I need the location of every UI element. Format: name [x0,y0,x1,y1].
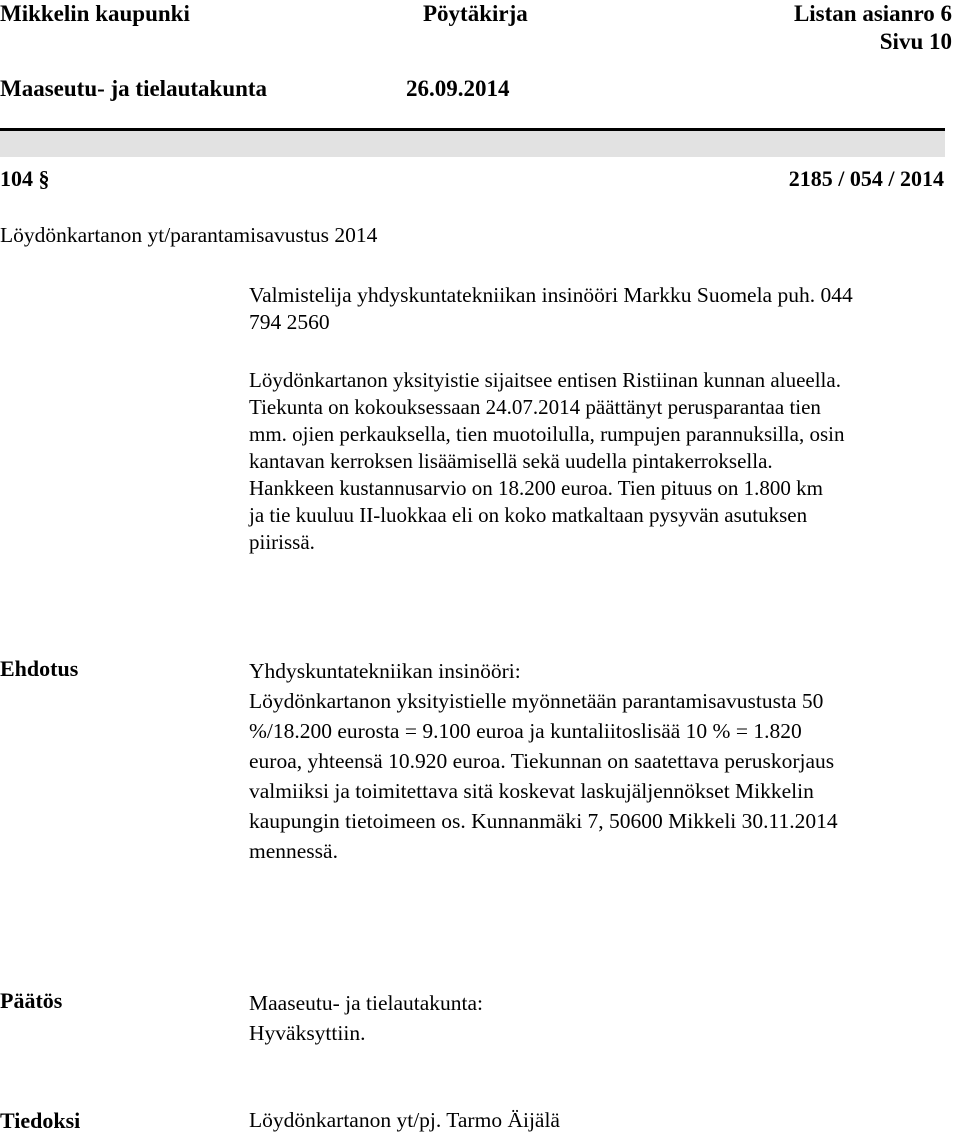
proposal-line: valmiiksi ja toimitettava sitä koskevat laskujäljennökset Mikkelin [249,779,814,803]
document-type: Pöytäkirja [423,1,528,26]
record-id: 2185 / 054 / 2014 [788,166,944,191]
proposal-line: Löydönkartanon yksityistielle myönnetään parantamisavustusta 50 [249,689,824,713]
notices-line: Löydönkartanon yt/pj. Tarmo Äijälä [249,1108,560,1132]
header-shade-band [0,131,945,157]
board-name: Maaseutu- ja tielautakunta [0,76,268,101]
preparer-line: Valmistelija yhdyskuntatekniikan insinööri Markku Suomela puh. 044 [249,283,853,307]
proposal-line: kaupungin tietoimeen os. Kunnanmäki 7, 50600 Mikkeli 30.11.2014 [249,809,838,833]
page-number-label: Sivu 10 [879,29,952,54]
item-number-label: Listan asianro 6 [793,1,952,26]
proposal-label: Ehdotus [0,656,79,681]
proposal-line: euroa, yhteensä 10.920 euroa. Tiekunnan on saatettava peruskorjaus [249,749,835,773]
preparer-block [249,282,853,336]
notices-label: Tiedoksi [0,1108,81,1133]
proposal-block [249,656,838,866]
meeting-date: 26.09.2014 [406,76,510,101]
item-title: Löydönkartanon yt/parantamisavustus 2014 [0,223,378,247]
decision-line: Maaseutu- ja tielautakunta: [249,991,484,1015]
proposal-line: Yhdyskuntatekniikan insinööri: [249,659,521,683]
proposal-line: mennessä. [249,839,338,863]
org-name: Mikkelin kaupunki [0,1,190,26]
description-line: piirissä. [249,530,315,554]
description-line: Hankkeen kustannusarvio on 18.200 euroa. Tien pituus on 1.800 km [249,476,823,500]
decision-label: Päätös [0,988,63,1013]
description-line: mm. ojien perkauksella, tien muotoilulla, rumpujen parannuksilla, osin [249,422,845,446]
decision-block [249,988,483,1048]
description-line: ja tie kuuluu II-luokkaa eli on koko matkaltaan pysyvän asutuksen [249,503,808,527]
description-line: Tiekunta on kokouksessaan 24.07.2014 päättänyt perusparantaa tien [249,395,821,419]
description-block [249,367,844,556]
decision-line: Hyväksyttiin. [249,1021,366,1045]
proposal-line: %/18.200 eurosta = 9.100 euroa ja kuntaliitoslisää 10 % = 1.820 [249,719,802,743]
preparer-line: 794 2560 [249,310,330,334]
section-number: 104 § [0,166,50,191]
description-line: kantavan kerroksen lisäämisellä sekä uudella pintakerroksella. [249,449,773,473]
description-line: Löydönkartanon yksityistie sijaitsee entisen Ristiinan kunnan alueella. [249,368,841,392]
